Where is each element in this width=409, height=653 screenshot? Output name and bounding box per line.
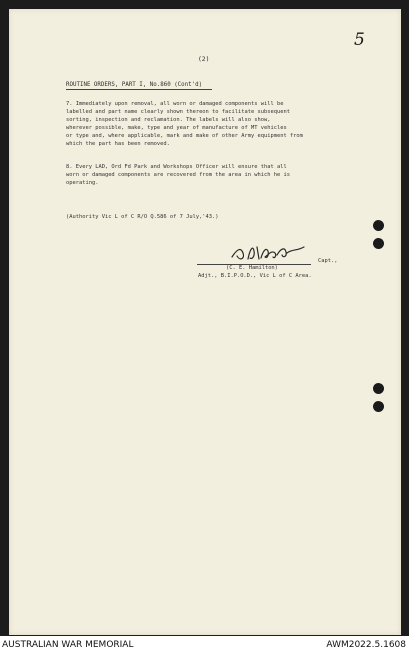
paragraph-8 (66, 163, 352, 187)
paragraph-7 (66, 100, 352, 148)
binder-hole (373, 220, 384, 231)
paragraph-line: or type and, where applicable, mark and make of other Army equipment from (66, 133, 303, 140)
signatory-name: (C. E. Hamilton) (226, 265, 278, 271)
page-number: (2) (198, 56, 210, 63)
paragraph-line: sorting, inspection and reclamation. The labels will also show, (66, 117, 271, 124)
archive-reference: AWM2022.5.1608 (326, 640, 406, 650)
paragraph-line: 7. Immediately upon removal, all worn or damaged components will be (66, 101, 284, 107)
signatory-rank: Capt., (318, 258, 338, 264)
binder-hole (373, 238, 384, 249)
paragraph-line: worn or damaged components are recovered from the area in which he is (66, 172, 290, 179)
authority-reference: (Authority Vic L of C R/O Q.586 of 7 July,'43.) (66, 214, 219, 220)
signatory-position: Adjt., B.I.P.O.D., Vic L of C Area. (198, 273, 312, 279)
document-header: ROUTINE ORDERS, PART I, No.860 (Cont'd) (66, 82, 203, 88)
paragraph-line: wherever possible, make, type and year of manufacture of MT vehicles (66, 125, 287, 132)
binder-hole (373, 383, 384, 394)
header-underline (66, 89, 212, 90)
handwritten-signature (229, 239, 307, 265)
paragraph-line: labelled and part name clearly shown thereon to facilitate subsequent (66, 109, 290, 116)
paragraph-line: 8. Every LAD, Ord Fd Park and Workshops Officer will ensure that all (66, 164, 287, 170)
binder-hole (373, 401, 384, 412)
handwritten-page-mark: 5 (354, 30, 365, 50)
paragraph-line: which the part has been removed. (66, 141, 170, 148)
paragraph-line: operating. (66, 180, 99, 187)
archive-credit: AUSTRALIAN WAR MEMORIAL (2, 640, 134, 650)
